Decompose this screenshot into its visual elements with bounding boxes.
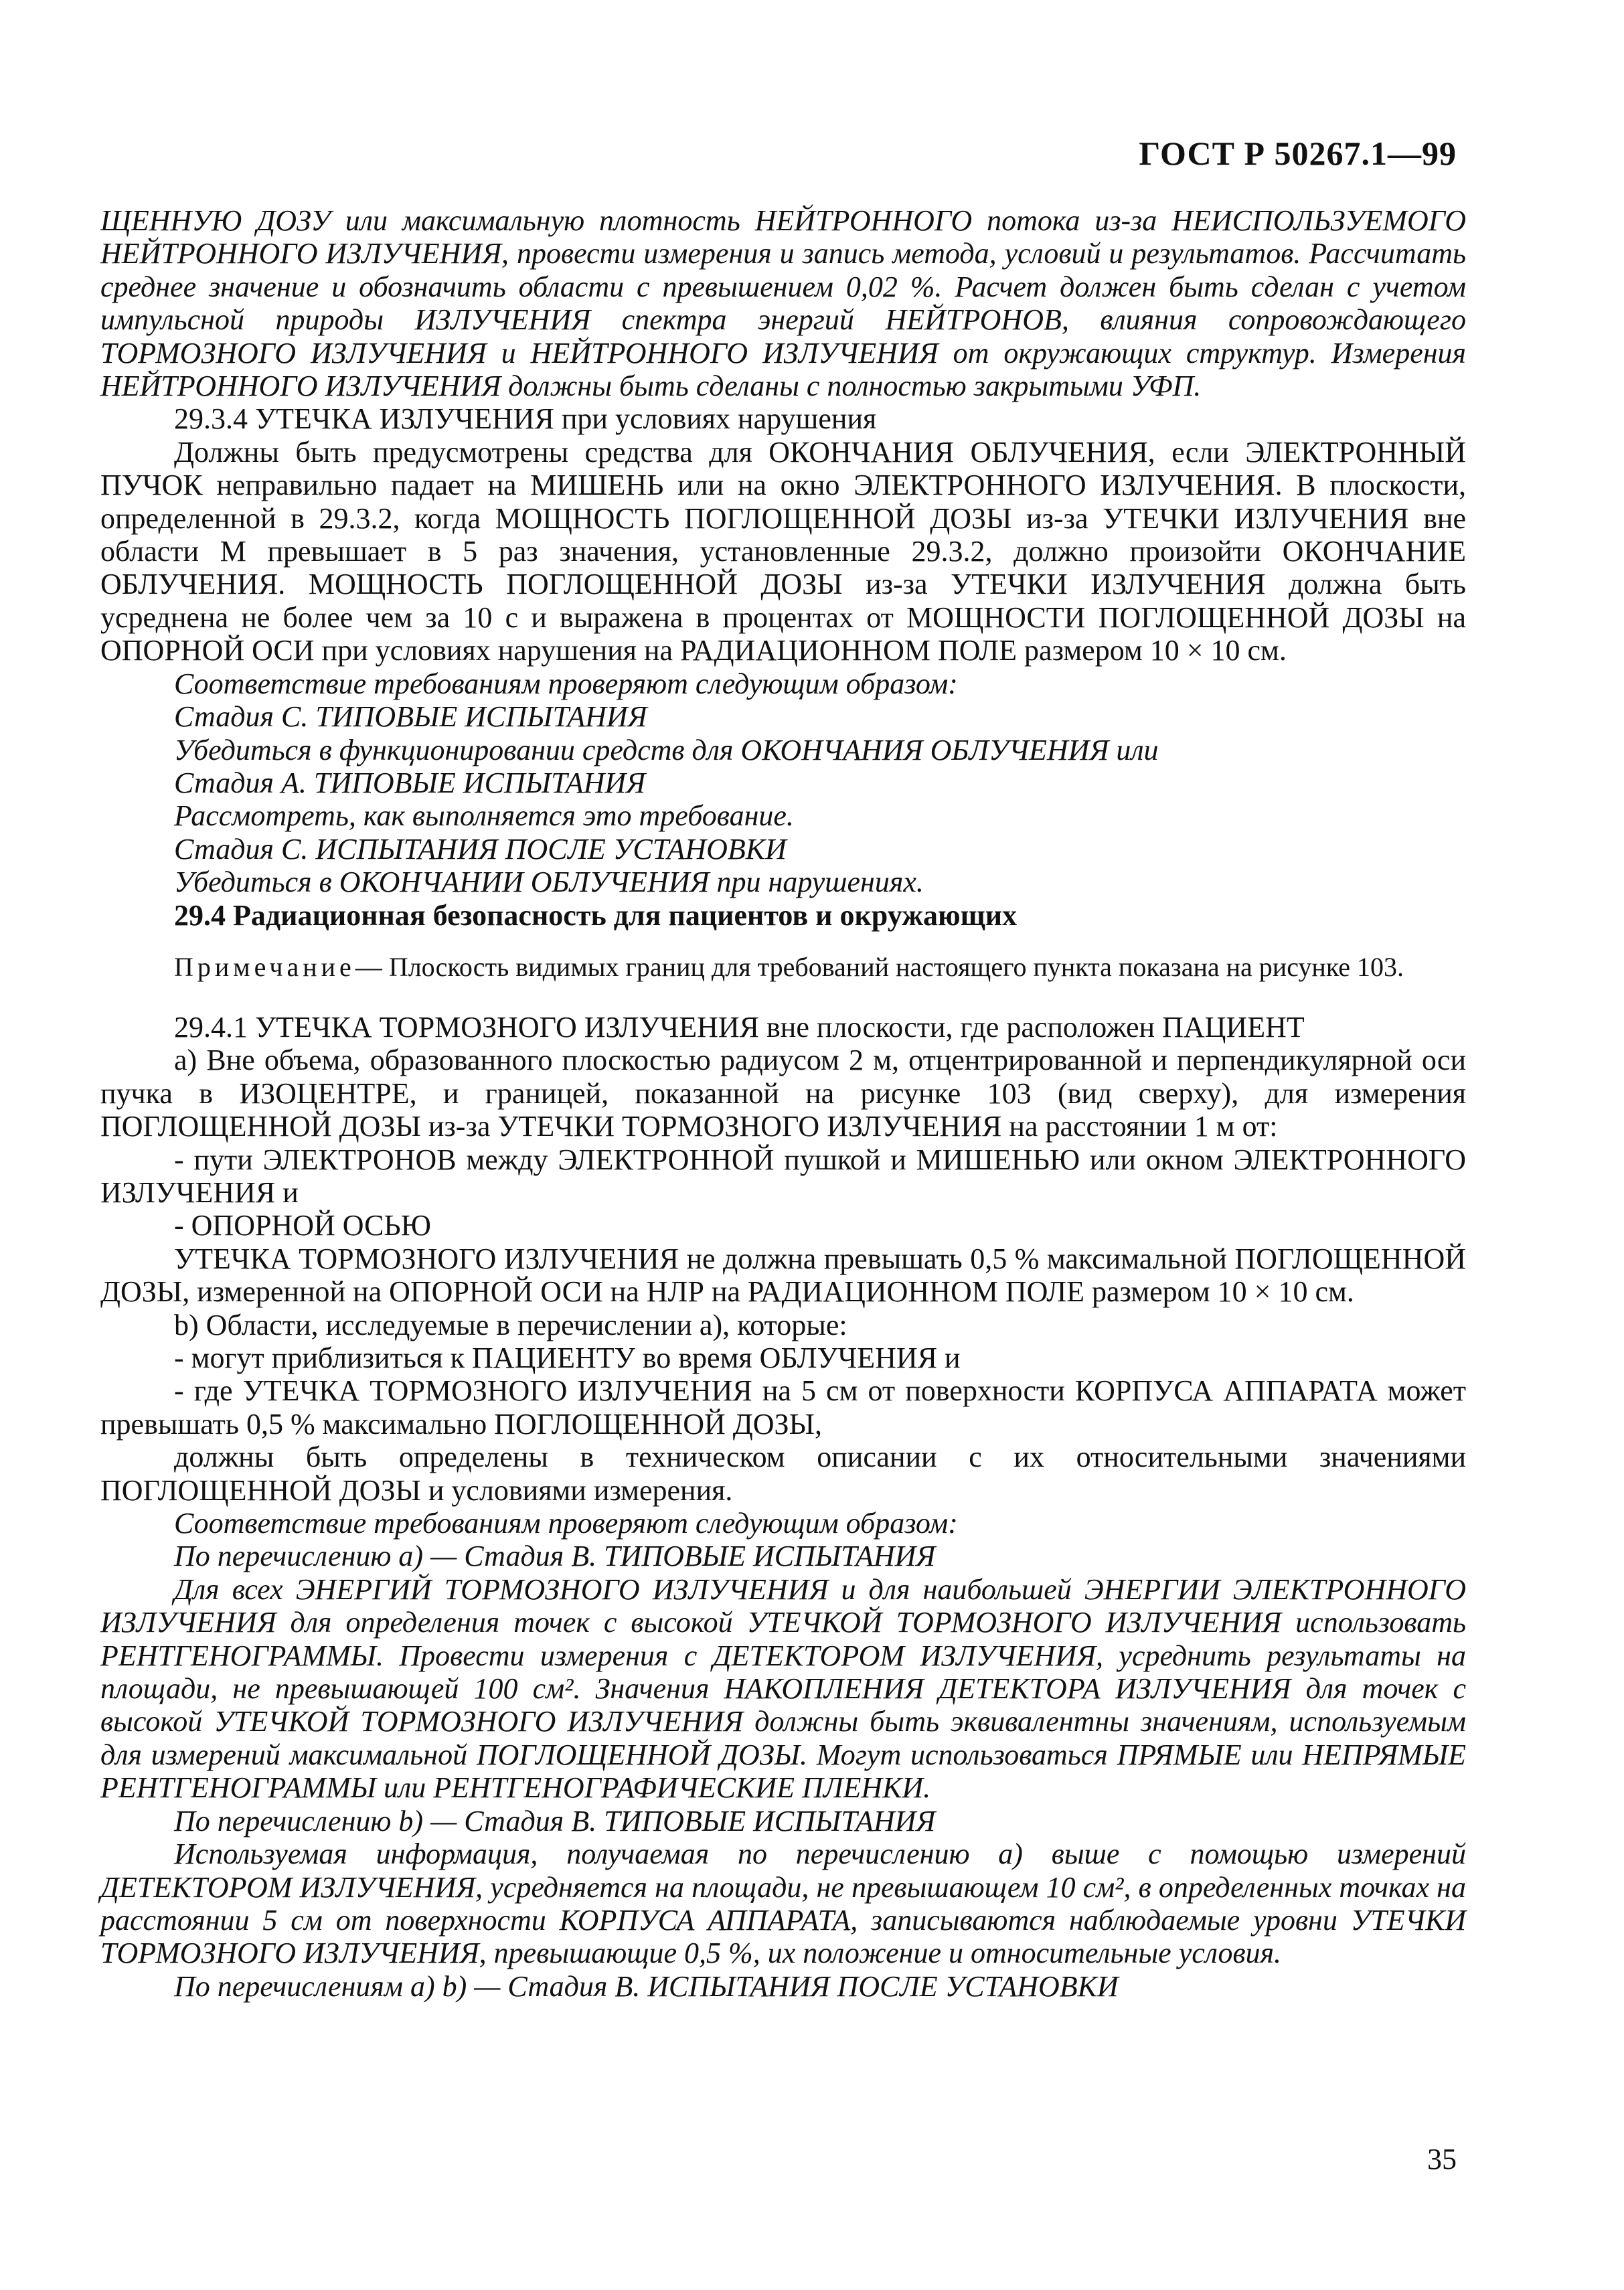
stage-line: По перечислению b) — Стадия В. ТИПОВЫЕ ИСПЫТАНИЯ — [174, 1804, 936, 1837]
stage-instruction: Убедиться в функционировании средств для ОКОНЧАНИЯ ОБЛУЧЕНИЯ или — [174, 733, 1159, 766]
stage-line: Стадия С. ИСПЫТАНИЯ ПОСЛЕ УСТАНОВКИ — [174, 832, 787, 866]
list-item: - пути ЭЛЕКТРОНОВ между ЭЛЕКТРОННОЙ пушкой и МИШЕНЬЮ или окном ЭЛЕКТРОННОГО ИЗЛУЧЕНИЯ и — [100, 1143, 1466, 1209]
clause-heading-29-3-4: 29.3.4 УТЕЧКА ИЗЛУЧЕНИЯ при условиях нарушения — [174, 402, 877, 436]
compliance-intro: Соответствие требованиям проверяют следующим образом: — [174, 1507, 958, 1540]
stage-instruction: Убедиться в ОКОНЧАНИИ ОБЛУЧЕНИЯ при нарушениях. — [174, 866, 924, 899]
document-body — [100, 204, 1466, 2003]
clause-heading-29-4-1: 29.4.1 УТЕЧКА ТОРМОЗНОГО ИЗЛУЧЕНИЯ вне плоскости, где расположен ПАЦИЕНТ — [174, 1010, 1305, 1044]
stage-line: Стадия С. ТИПОВЫЕ ИСПЫТАНИЯ — [174, 700, 647, 734]
paragraph-neutron-continuation: ЩЕННУЮ ДОЗУ или максимальную плотность НЕЙТРОННОГО потока из-за НЕИСПОЛЬЗУЕМОГО НЕЙТРОННОГО ИЗЛУЧЕНИЯ, провести измерения и запись метода, условий и результатов. Рассчитать среднее значение и обозначить области с превышением 0,02 %. Расчет должен быть сделан с учетом импульсной природы ИЗЛУЧЕНИЯ спектра энергий НЕЙТРОНОВ, влияния сопровождающего ТОРМОЗНОГО ИЗЛУЧЕНИЯ и НЕЙТРОННОГО ИЗЛУЧЕНИЯ от окружающих структур. Измерения НЕЙТРОННОГО ИЗЛУЧЕНИЯ должны быть сделаны с полностью закрытыми УФП. — [100, 204, 1466, 403]
test-procedure-b: Используемая информация, получаемая по перечислению а) выше с помощью измерений ДЕТЕКТОРОМ ИЗЛУЧЕНИЯ, усредняется на площади, не превышающем 10 см², в определенных точках на расстоянии 5 см от поверхности КОРПУСА АППАРАТА, записываются наблюдаемые уровни УТЕЧКИ ТОРМОЗНОГО ИЗЛУЧЕНИЯ, превышающие 0,5 %, их положение и относительные условия. — [100, 1837, 1466, 1970]
list-item: - ОПОРНОЙ ОСЬЮ — [174, 1209, 431, 1242]
note-paragraph — [100, 952, 1466, 983]
note-text: — Плоскость видимых границ для требований настоящего пункта показана на рисунке 103. — [355, 951, 1404, 982]
item-b: b) Области, исследуемые в перечислении а), которые: — [174, 1308, 847, 1341]
stage-line: По перечислению а) — Стадия В. ТИПОВЫЕ ИСПЫТАНИЯ — [174, 1540, 936, 1573]
test-procedure-a: Для всех ЭНЕРГИЙ ТОРМОЗНОГО ИЗЛУЧЕНИЯ и для наибольшей ЭНЕРГИИ ЭЛЕКТРОННОГО ИЗЛУЧЕНИЯ для определения точек с высокой УТЕЧКОЙ ТОРМОЗНОГО ИЗЛУЧЕНИЯ использовать РЕНТГЕНОГРАММЫ. Провести измерения с ДЕТЕКТОРОМ ИЗЛУЧЕНИЯ, усреднить результаты на площади, не превышающей 100 см². Значения НАКОПЛЕНИЯ ДЕТЕКТОРА ИЗЛУЧЕНИЯ для точек с высокой УТЕЧКОЙ ТОРМОЗНОГО ИЗЛУЧЕНИЯ должны быть эквивалентны значениям, используемым для измерений максимальной ПОГЛОЩЕННОЙ ДОЗЫ. Могут использоваться ПРЯМЫЕ или НЕПРЯМЫЕ РЕНТГЕНОГРАММЫ или РЕНТГЕНОГРАФИЧЕСКИЕ ПЛЕНКИ. — [100, 1572, 1466, 1805]
paragraph-fault-termination: Должны быть предусмотрены средства для ОКОНЧАНИЯ ОБЛУЧЕНИЯ, если ЭЛЕКТРОННЫЙ ПУЧОК неправильно падает на МИШЕНЬ или на окно ЭЛЕКТРОННОГО ИЗЛУЧЕНИЯ. В плоскости, определенной в 29.3.2, когда МОЩНОСТЬ ПОГЛОЩЕННОЙ ДОЗЫ из-за УТЕЧКИ ИЗЛУЧЕНИЯ вне области M превышает в 5 раз значения, установленные 29.3.2, должно произойти ОКОНЧАНИЕ ОБЛУЧЕНИЯ. МОЩНОСТЬ ПОГЛОЩЕННОЙ ДОЗЫ из-за УТЕЧКИ ИЗЛУЧЕНИЯ должна быть усреднена не более чем за 10 с и выражена в процентах от МОЩНОСТИ ПОГЛОЩЕННОЙ ДОЗЫ на ОПОРНОЙ ОСИ при условиях нарушения на РАДИАЦИОННОМ ПОЛЕ размером 10 × 10 см. — [100, 435, 1466, 667]
stage-line: По перечислениям а) b) — Стадия В. ИСПЫТАНИЯ ПОСЛЕ УСТАНОВКИ — [174, 1969, 1119, 2003]
compliance-intro: Соответствие требованиям проверяют следующим образом: — [174, 667, 958, 700]
stage-instruction: Рассмотреть, как выполняется это требование. — [174, 799, 794, 833]
list-item: - могут приблизиться к ПАЦИЕНТУ во время ОБЛУЧЕНИЯ и — [174, 1341, 961, 1374]
leakage-limit-paragraph: УТЕЧКА ТОРМОЗНОГО ИЗЛУЧЕНИЯ не должна превышать 0,5 % максимальной ПОГЛОЩЕННОЙ ДОЗЫ, измеренной на ОПОРНОЙ ОСИ на НЛР на РАДИАЦИОННОМ ПОЛЕ размером 10 × 10 см. — [100, 1242, 1466, 1309]
standard-code-header: ГОСТ Р 50267.1—99 — [1139, 135, 1457, 172]
stage-line: Стадия А. ТИПОВЫЕ ИСПЫТАНИЯ — [174, 766, 646, 799]
section-heading-29-4: 29.4 Радиационная безопасность для пациентов и окружающих — [174, 898, 1018, 932]
paragraph-definition: должны быть определены в техническом описании с их относительными значениями ПОГЛОЩЕННОЙ ДОЗЫ и условиями измерения. — [100, 1441, 1466, 1507]
item-a: а) Вне объема, образованного плоскостью радиусом 2 м, отцентрированной и перпендикулярной оси пучка в ИЗОЦЕНТРЕ, и границей, показанной на рисунке 103 (вид сверху), для измерения ПОГЛОЩЕННОЙ ДОЗЫ из-за УТЕЧКИ ТОРМОЗНОГО ИЗЛУЧЕНИЯ на расстоянии 1 м от: — [100, 1044, 1466, 1143]
list-item: - где УТЕЧКА ТОРМОЗНОГО ИЗЛУЧЕНИЯ на 5 см от поверхности КОРПУСА АППАРАТА может превышать 0,5 % максимально ПОГЛОЩЕННОЙ ДОЗЫ, — [100, 1374, 1466, 1441]
page-number: 35 — [1427, 2143, 1457, 2176]
note-label: Примечание — [174, 951, 355, 982]
